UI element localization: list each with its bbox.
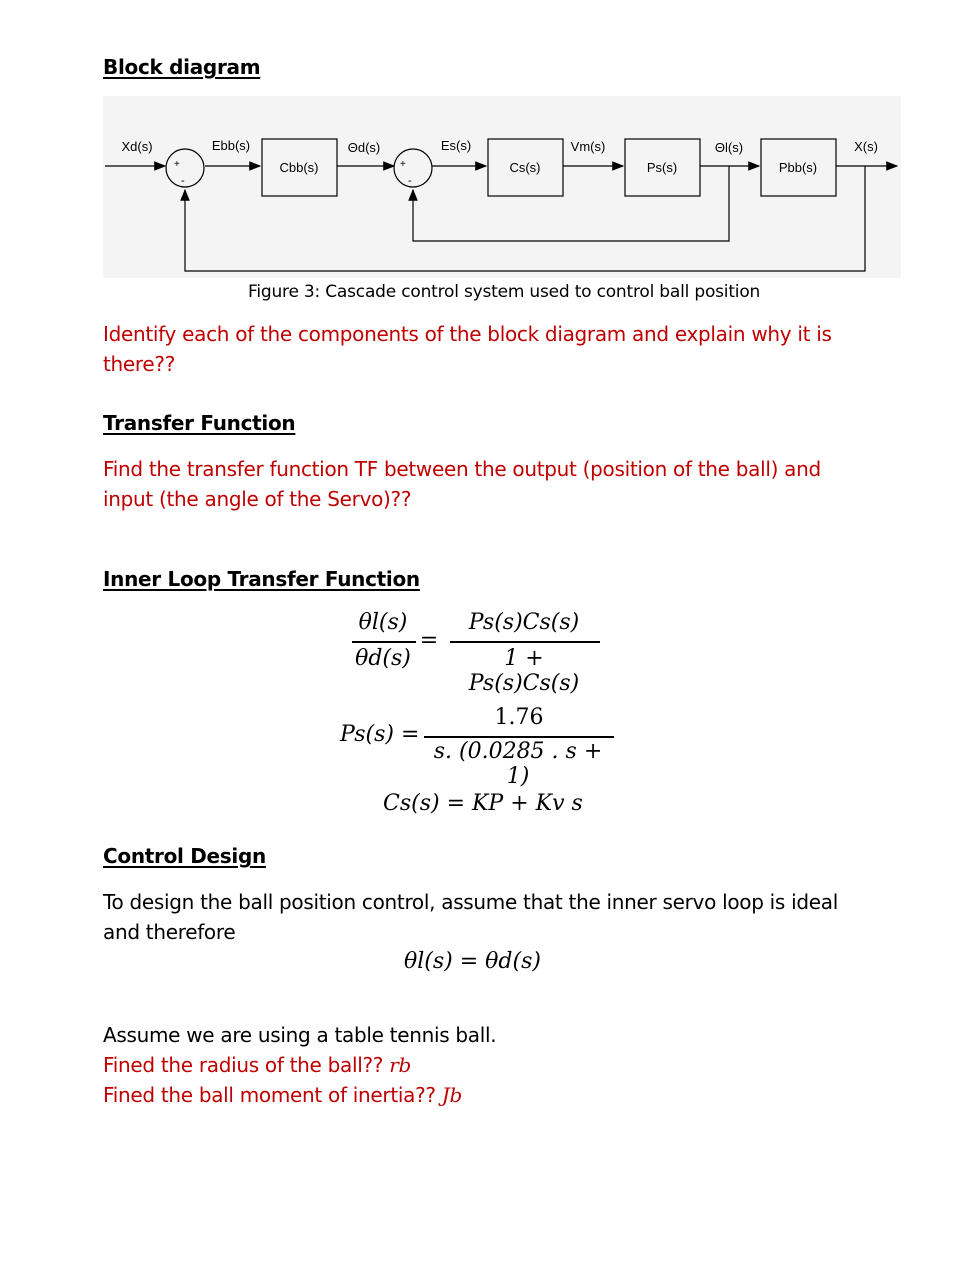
lhs-fraction-bar [352, 641, 416, 643]
transfer-function-heading: Transfer Function [103, 411, 296, 435]
identify-question [103, 319, 832, 379]
tf-question [103, 454, 821, 514]
control-design-text [103, 887, 838, 947]
rhs-fraction-bar [450, 641, 600, 643]
plant-fraction-bar [424, 736, 614, 738]
control-design-line2: and therefore [103, 920, 236, 944]
block-diagram-heading: Block diagram [103, 55, 261, 79]
xd-signal-label: Xd(s) [121, 139, 153, 154]
inertia-question-text: Fined the ball moment of inertia?? [103, 1083, 436, 1107]
rhs-numerator: Ps(s)Cs(s) [468, 610, 580, 635]
tf-question-line1: Find the transfer function TF between the output (position of the ball) and [103, 457, 821, 481]
ideal-loop-equation: θl(s) = θd(s) [404, 949, 541, 974]
control-design-line1: To design the ball position control, assume that the inner servo loop is ideal [103, 890, 838, 914]
radius-question [103, 1050, 411, 1080]
lhs-numerator: θl(s) [358, 610, 408, 635]
inertia-question [103, 1080, 462, 1110]
sum1-minus-sign: - [181, 175, 185, 187]
controller-equation: Cs(s) = KP + Kv s [383, 791, 583, 816]
pbb-block-label: Pbb(s) [778, 160, 818, 175]
vm-signal-label: Vm(s) [570, 139, 606, 154]
thetal-signal-label: Θl(s) [714, 140, 744, 155]
rhs-denominator: 1 + Ps(s)Cs(s) [468, 646, 580, 696]
plant-lhs: Ps(s) = [340, 722, 420, 747]
plant-numerator: 1.76 [494, 705, 544, 730]
assume-text: Assume we are using a table tennis ball. [103, 1023, 497, 1047]
control-design-heading: Control Design [103, 844, 266, 868]
radius-symbol: rb [389, 1053, 411, 1077]
identify-question-line2: there?? [103, 352, 176, 376]
cs-block-label: Cs(s) [509, 160, 541, 175]
es-signal-label: Es(s) [440, 138, 472, 153]
cascade-block-diagram [0, 0, 966, 300]
identify-question-line1: Identify each of the components of the block diagram and explain why it is [103, 322, 832, 346]
thetad-signal-label: Θd(s) [347, 140, 381, 155]
tf-question-line2: input (the angle of the Servo)?? [103, 487, 412, 511]
cbb-block-label: Cbb(s) [279, 160, 319, 175]
ebb-signal-label: Ebb(s) [211, 138, 251, 153]
x-signal-label: X(s) [854, 139, 878, 154]
sum2-plus-sign: + [400, 159, 406, 170]
lhs-denominator: θd(s) [355, 646, 411, 671]
sum2-minus-sign: - [408, 175, 412, 187]
inner-loop-heading: Inner Loop Transfer Function [103, 567, 420, 591]
figure-caption: Figure 3: Cascade control system used to control ball position [248, 282, 761, 302]
inertia-symbol: Jb [441, 1083, 462, 1107]
ps-block-label: Ps(s) [646, 160, 678, 175]
equals-sign: = [419, 628, 439, 653]
sum1-plus-sign: + [174, 159, 180, 170]
plant-denominator: s. (0.0285 . s + 1) [433, 739, 603, 789]
radius-question-text: Fined the radius of the ball?? [103, 1053, 384, 1077]
